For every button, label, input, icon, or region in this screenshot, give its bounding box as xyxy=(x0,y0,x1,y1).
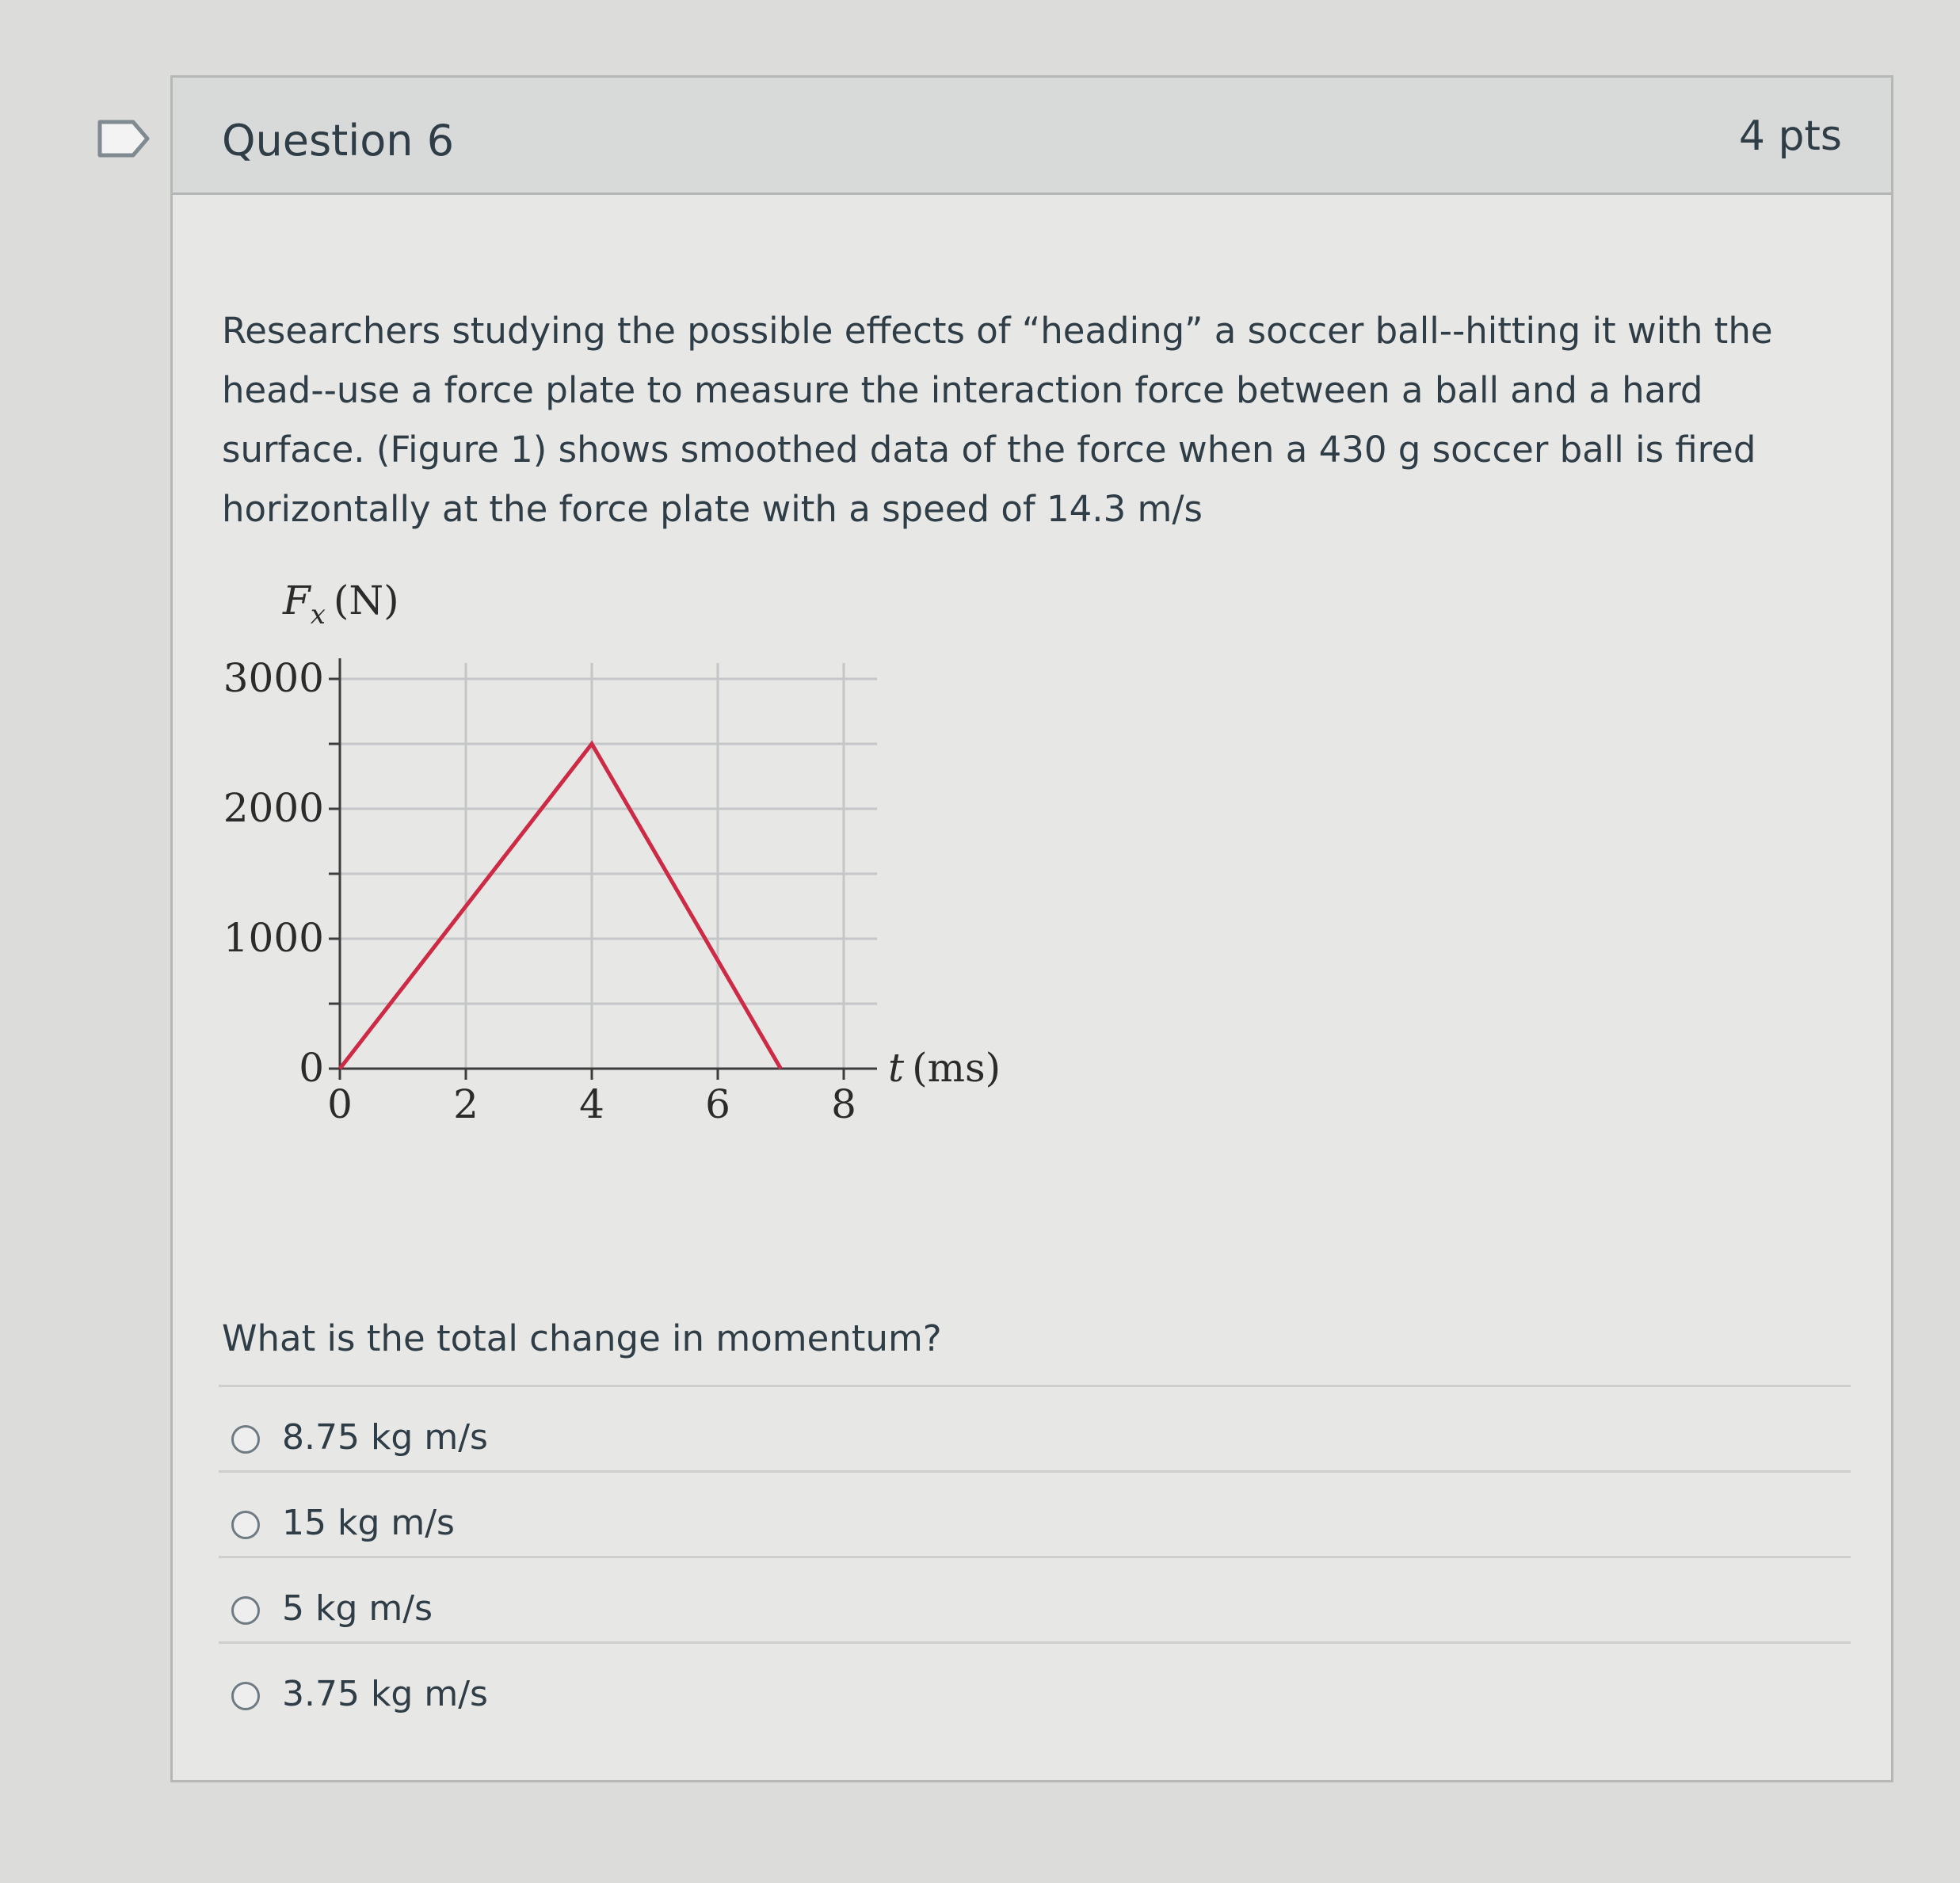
x-tick-label: 4 xyxy=(579,1081,604,1127)
answer-label: 3.75 kg m/s xyxy=(282,1674,488,1714)
question-title: Question 6 xyxy=(222,116,455,166)
question-text: Researchers studying the possible effects of “heading” a soccer ball--hitting it with the head--use a force plate to measure the interaction force between a ball and a hard surface. (Figure 1) shows smoothed data of the force when a 430 g soccer ball is fired horizontally at the force plate with a speed of 14.3 m/s xyxy=(222,310,1773,530)
y-axis-label: $F_x$ (N) xyxy=(283,577,399,631)
answer-option[interactable] xyxy=(219,1641,1851,1727)
question-card xyxy=(170,75,1893,1782)
chart-grid xyxy=(340,663,877,1069)
x-tick-label: 0 xyxy=(327,1081,353,1127)
x-tick-label: 6 xyxy=(705,1081,730,1127)
y-tick-label: 0 xyxy=(299,1045,324,1091)
y-tick-label: 3000 xyxy=(223,655,324,701)
answer-label: 5 kg m/s xyxy=(282,1588,433,1629)
chart-labels xyxy=(282,577,1001,1091)
force-time-chart xyxy=(212,565,1005,1262)
question-prompt: What is the total change in momentum? xyxy=(222,1317,942,1359)
question-points: 4 pts xyxy=(1738,112,1842,160)
x-tick-label: 2 xyxy=(453,1081,479,1127)
answer-list xyxy=(219,1385,1851,1727)
radio-button[interactable] xyxy=(231,1511,260,1539)
radio-button[interactable] xyxy=(231,1596,260,1625)
chart-ticks xyxy=(223,655,856,1127)
question-header xyxy=(173,78,1891,195)
answer-option[interactable] xyxy=(219,1556,1851,1641)
chart-axes xyxy=(335,658,877,1073)
answer-option[interactable] xyxy=(219,1470,1851,1556)
answer-option[interactable] xyxy=(219,1385,1851,1470)
y-tick-label: 1000 xyxy=(223,915,324,961)
chart-series xyxy=(340,744,781,1069)
x-axis-label: t (ms) xyxy=(888,1045,1001,1091)
radio-button[interactable] xyxy=(231,1425,260,1454)
answer-label: 8.75 kg m/s xyxy=(282,1417,488,1458)
force-curve xyxy=(340,744,781,1069)
y-tick-label: 2000 xyxy=(223,785,324,831)
answer-label: 15 kg m/s xyxy=(282,1503,455,1543)
bookmark-icon[interactable] xyxy=(97,119,152,158)
x-tick-label: 8 xyxy=(831,1081,856,1127)
radio-button[interactable] xyxy=(231,1682,260,1710)
